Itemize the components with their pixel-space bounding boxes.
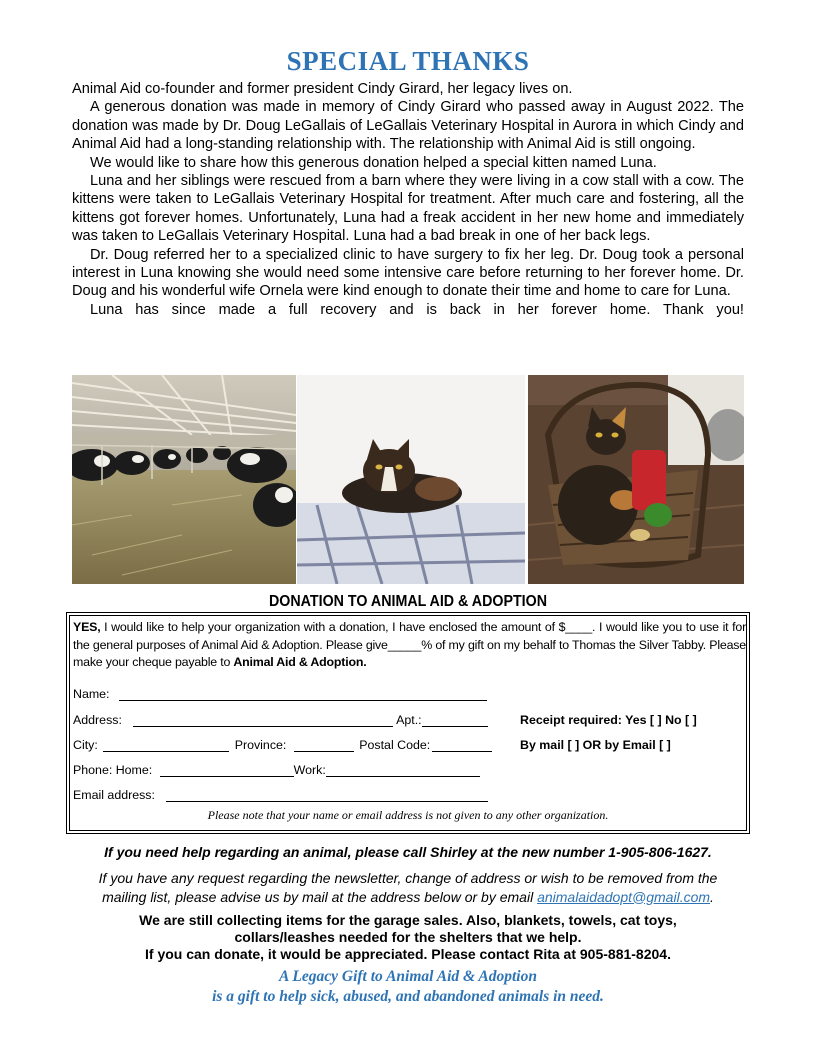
article-body [72,80,744,319]
garage-line: We are still collecting items for the garage sales. Also, blankets, towels, cat toys, [139,912,677,928]
article-paragraph: Dr. Doug referred her to a specialized clinic to have surgery to fix her leg. Dr. Doug took a personal interest in Luna knowing she would need some intensive care before returning to her forever home. Dr. Doug and his wonderful wife Ornela were kind enough to donate their time and home to care for Luna. [72,246,744,300]
garage-line: If you can donate, it would be appreciated. Please contact Rita at 905-881-8204. [145,946,671,962]
donation-heading: DONATION TO ANIMAL AID & ADOPTION [268,593,548,610]
garage-sale-notice [80,912,736,963]
legacy-line: A Legacy Gift to Animal Aid & Adoption [279,968,537,985]
email-field[interactable] [166,789,488,802]
privacy-note: Please note that your name or email address is not given to any other organization. [207,808,609,822]
phone-home-label: Phone: Home: [73,763,153,777]
legacy-gift-message [0,967,816,1007]
postal-code-field[interactable] [432,739,492,752]
request-text: If you have any request regarding the newsletter, change of address or wish to be removed from the mailing list, please advise us by mail at the address below or by email [98,870,718,905]
email-row [73,788,488,802]
postal-code-label: Postal Code: [359,738,431,752]
address-field[interactable] [133,714,393,727]
newsletter-request [80,869,736,906]
province-field[interactable] [294,739,354,752]
donation-form [66,612,750,834]
article-paragraph: We would like to share how this generous donation helped a special kitten named Luna. [90,154,657,171]
home-phone-field[interactable] [160,764,294,777]
work-phone-field[interactable] [326,764,480,777]
garage-line: collars/leashes needed for the shelters that we help. [234,929,582,945]
kitten-on-blanket-photo [297,375,525,584]
city-field[interactable] [103,739,229,752]
address-row [73,713,488,727]
email-link[interactable]: animalaidadopt@gmail.com [537,888,711,905]
apt-field[interactable] [422,714,488,727]
phone-row [73,763,480,777]
donation-intro [73,619,746,672]
name-row [73,687,487,701]
work-label: Work: [293,763,326,777]
request-period: . [710,888,714,905]
receipt-required[interactable]: Receipt required: Yes [ ] No [ ] [520,713,697,727]
article-paragraph: Luna has since made a full recovery and is back in her forever home. Thank you! [90,301,744,318]
help-line: If you need help regarding an animal, please call Shirley at the new number 1-905-806-1627. [104,844,712,860]
address-label: Address: [73,713,122,727]
province-label: Province: [234,738,287,752]
kitten-in-basket-photo [528,375,744,584]
photo-strip [72,375,744,584]
article-paragraph: Animal Aid co-founder and former president Cindy Girard, her legacy lives on. [72,81,573,97]
legacy-line: is a gift to help sick, abused, and abandoned animals in need. [212,988,604,1005]
yes-label: YES, [73,620,101,634]
article-paragraph: Luna and her siblings were rescued from a barn where they were living in a cow stall with a cow. The kittens were taken to LeGallais Veterinary Hospital for treatment. After much care and fostering, all the kittens got forever homes. Unfortunately, Luna had a freak accident in her new home and immediately was taken to LeGallais Veterinary Hospital. Luna had a bad break in one of her back legs. [72,173,744,245]
receipt-method[interactable]: By mail [ ] OR by Email [ ] [520,738,671,752]
name-field[interactable] [119,688,487,701]
name-label: Name: [73,687,110,701]
city-row [73,738,492,752]
donation-form-inner-border [69,615,747,831]
cow-barn-photo [72,375,296,584]
email-label: Email address: [73,788,155,802]
article-paragraph: A generous donation was made in memory of Cindy Girard who passed away in August 2022. The donation was made by Dr. Doug LeGallais of LeGallais Veterinary Hospital in Aurora in which Cindy and Animal Aid had a long-standing relationship with. The relationship with Animal Aid is still ongoing. [72,99,744,153]
intro-text: I would like to help your organization with a donation, I have enclosed the amount of $____. I would like you to use it for the general purposes of Animal Aid & Adoption. Please give_____% of my gift on my behalf to Thomas the Silver Tabby. Please make your cheque payable to [73,620,746,669]
apt-label: Apt.: [396,713,422,727]
payee-label: Animal Aid & Adoption. [233,655,367,669]
city-label: City: [73,738,98,752]
page-title: SPECIAL THANKS [286,46,530,76]
